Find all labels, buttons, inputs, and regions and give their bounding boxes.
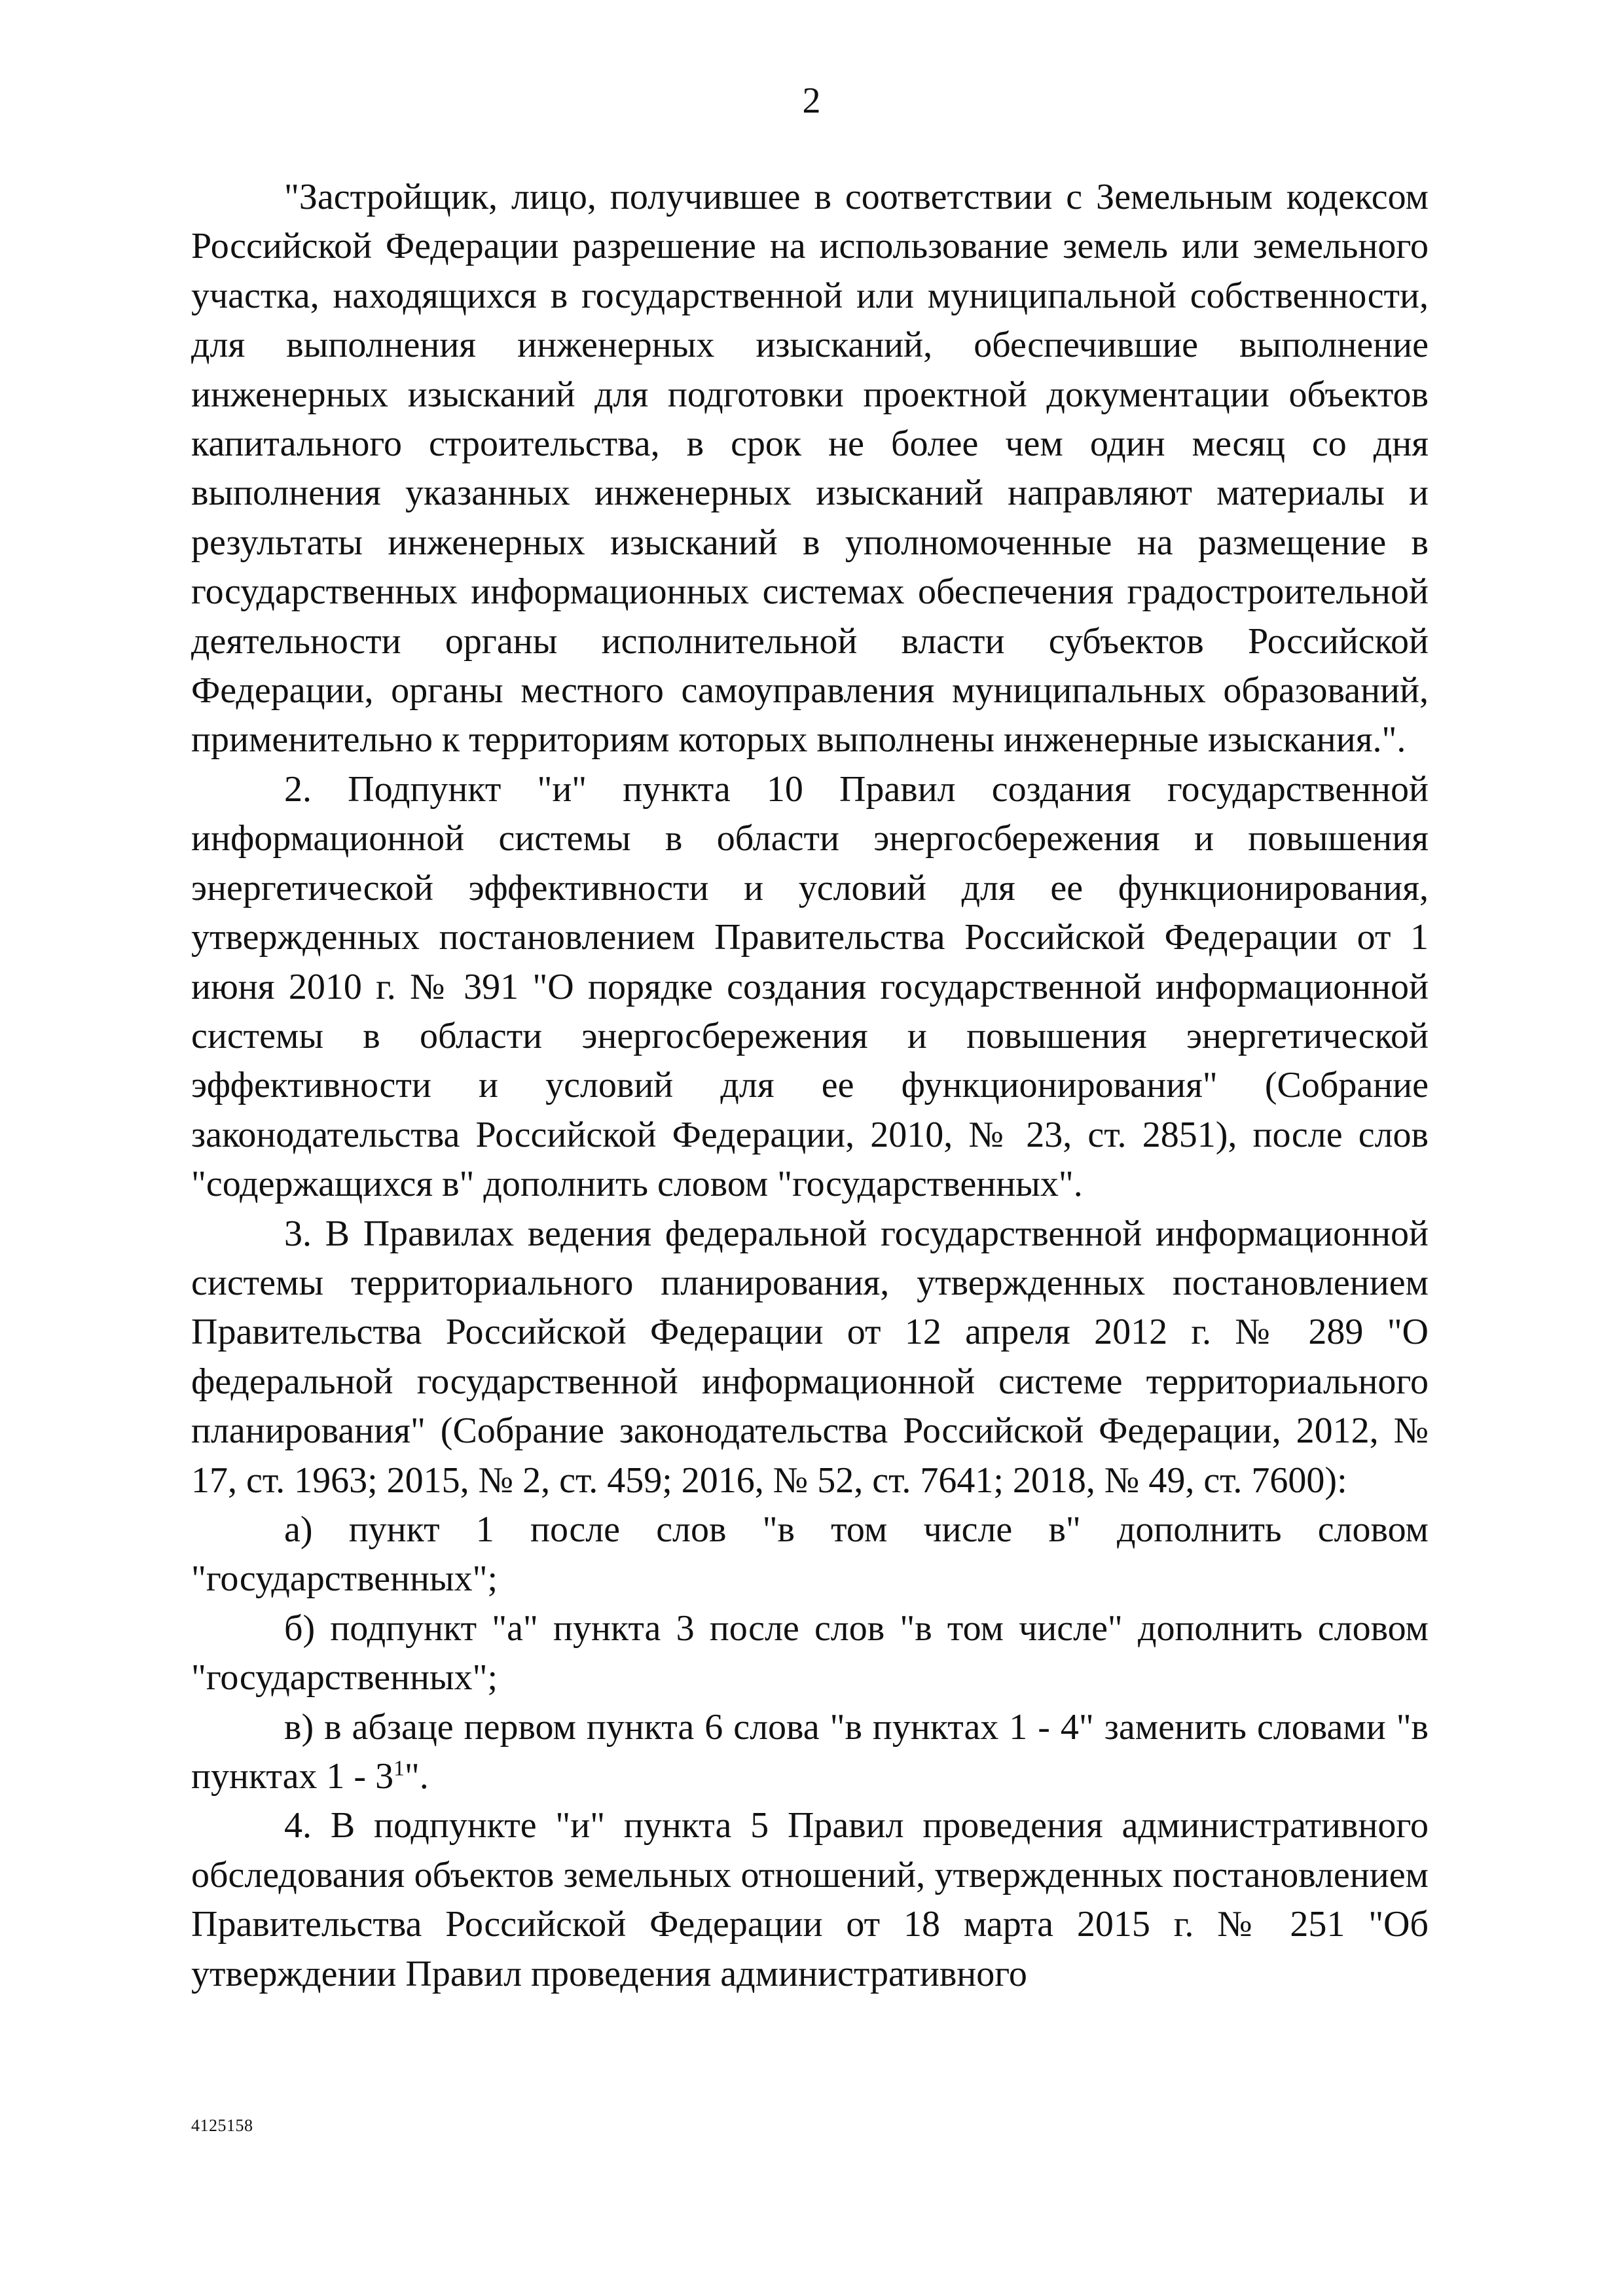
subparagraph-b: б) подпункт "а" пункта 3 после слов "в том числе" дополнить словом "государственных"; — [191, 1607, 1429, 1698]
subparagraph-a: а) пункт 1 после слов "в том числе в" дополнить словом "государственных"; — [191, 1509, 1429, 1600]
document-code: 4125158 — [191, 2116, 253, 2135]
page-number: 2 — [802, 81, 821, 121]
paragraph-4-inspection-rules: 4. В подпункте "и" пункта 5 Правил проведения административного обследования объектов земельных отношений, утвержденных постановлением Правительства Российской Федерации от 18 марта 2015 г. № 251 "Об утверждении Правил проведения административного — [191, 1805, 1429, 1994]
document-body — [191, 173, 1429, 1999]
superscript-mark: 1 — [393, 1756, 405, 1781]
subparagraph-v — [191, 1703, 1429, 1802]
paragraph-3-rules-amendment: 3. В Правилах ведения федеральной государственной информационной системы территориального планирования, утвержденных постановлением Правительства Российской Федерации от 12 апреля 2012 г. № 289 "О федеральной государственной информационной системе территориального планирования" (Собрание законодательства Российской Федерации, 2012, № 17, ст. 1963; 2015, № 2, ст. 459; 2016, № 52, ст. 7641; 2018, № 49, ст. 7600): — [191, 1213, 1429, 1501]
paragraph-2-amendment: 2. Подпункт "и" пункта 10 Правил создания государственной информационной системы в области энергосбережения и повышения энергетической эффективности и условий для ее функционирования, утвержденных постановлением Правительства Российской Федерации от 1 июня 2010 г. № 391 "О порядке создания государственной информационной системы в области энергосбережения и повышения энергетической эффективности и условий для ее функционирования" (Собрание законодательства Российской Федерации, 2010, № 23, ст. 2851), после слов "содержащихся в" дополнить словом "государственных". — [191, 768, 1429, 1205]
paragraph-1-quoted-text: "Застройщик, лицо, получившее в соответствии с Земельным кодексом Российской Федерации разрешение на использование земель или земельного участка, находящихся в государственной или муниципальной собственности, для выполнения инженерных изысканий, обеспечившие выполнение инженерных изысканий для подготовки проектной документации объектов капитального строительства, в срок не более чем один месяц со дня выполнения указанных инженерных изысканий направляют материалы и результаты инженерных изысканий в уполномоченные на размещение в государственных информационных системах обеспечения градостроительной деятельности органы исполнительной власти субъектов Российской Федерации, органы местного самоуправления муниципальных образований, применительно к территориям которых выполнены инженерные изыскания.". — [191, 177, 1429, 761]
subparagraph-v-text: в) в абзаце первом пункта 6 слова "в пунктах 1 - 4" заменить словами "в пунктах 1 - 3 — [191, 1706, 1429, 1797]
subparagraph-v-closing: ". — [404, 1756, 429, 1797]
